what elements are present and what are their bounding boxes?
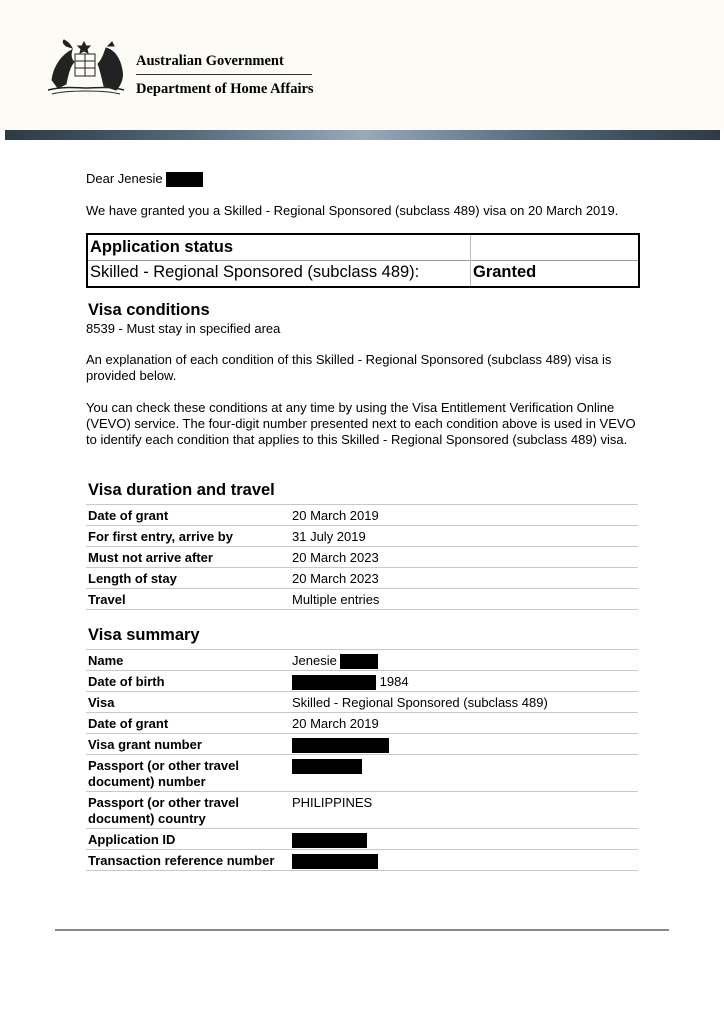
row-value: 20 March 2023 — [292, 571, 379, 586]
letterhead-divider — [136, 74, 312, 75]
redaction-box — [292, 675, 376, 690]
row-value — [292, 853, 378, 869]
row-value: PHILIPPINES — [292, 795, 373, 810]
table-row — [86, 791, 638, 828]
table-row — [86, 546, 638, 567]
row-value: Skilled - Regional Sponsored (subclass 489) — [292, 695, 548, 710]
row-value — [292, 674, 409, 690]
application-status-box — [86, 233, 640, 288]
grant-statement: We have granted you a Skilled - Regional Sponsored (subclass 489) visa on 20 March 2019. — [86, 203, 619, 218]
row-value — [292, 832, 367, 848]
row-value — [292, 653, 378, 669]
greeting — [86, 171, 638, 187]
birth-year: 1984 — [379, 674, 409, 689]
row-label: Must not arrive after — [88, 550, 213, 565]
row-value: 31 July 2019 — [292, 529, 366, 544]
row-value — [292, 758, 362, 774]
table-row — [86, 670, 638, 691]
visa-summary-title: Visa summary — [88, 626, 200, 644]
row-label: Date of grant — [88, 716, 169, 731]
table-row — [86, 504, 638, 525]
table-row — [86, 712, 638, 733]
redaction-box — [166, 172, 203, 187]
application-status-visa: Skilled - Regional Sponsored (subclass 489): — [90, 263, 420, 281]
row-value: Multiple entries — [292, 592, 380, 607]
visa-duration-table — [86, 504, 638, 610]
row-label: Travel — [88, 592, 126, 607]
row-label: Application ID — [88, 832, 176, 847]
department-name: Department of Home Affairs — [136, 81, 314, 97]
application-status-value: Granted — [473, 263, 537, 281]
visa-summary-table — [86, 649, 638, 871]
table-row — [86, 754, 638, 791]
visa-duration-title: Visa duration and travel — [88, 481, 275, 499]
redaction-box — [292, 833, 367, 848]
row-label: Length of stay — [88, 571, 177, 586]
row-value — [292, 737, 389, 753]
name-value: Jenesie — [292, 653, 337, 668]
visa-conditions-title: Visa conditions — [88, 301, 210, 319]
row-value: 20 March 2019 — [292, 508, 379, 523]
row-label: Visa grant number — [88, 737, 202, 752]
row-label: Transaction reference number — [88, 853, 275, 868]
vevo-note: You can check these conditions at any time by using the Visa Entitlement Verification Online (VEVO) service. The four-digit number presented next to each condition above is used in VEVO to identify each condition that applies to this Skilled - Regional Sponsored (subclass 489) visa. — [86, 400, 636, 447]
table-row — [86, 588, 638, 610]
redaction-box — [292, 738, 389, 753]
row-value: 20 March 2019 — [292, 716, 379, 731]
header-banner — [5, 130, 720, 140]
row-label: Passport (or other travel document) number — [88, 758, 239, 789]
letterhead — [0, 0, 724, 131]
table-row — [86, 828, 638, 849]
row-value: 20 March 2023 — [292, 550, 379, 565]
conditions-explanation: An explanation of each condition of this Skilled - Regional Sponsored (subclass 489) visa is provided below. — [86, 352, 612, 383]
row-label: Passport (or other travel document) country — [88, 795, 239, 826]
row-label: Name — [88, 653, 124, 668]
table-row — [86, 733, 638, 754]
row-label: Date of grant — [88, 508, 169, 523]
row-label: For first entry, arrive by — [88, 529, 233, 544]
table-row — [86, 525, 638, 546]
table-row — [86, 849, 638, 871]
visa-condition-item: 8539 - Must stay in specified area — [86, 321, 281, 336]
redaction-box — [340, 654, 378, 669]
table-row — [86, 691, 638, 712]
government-name: Australian Government — [136, 53, 284, 69]
redaction-box — [292, 759, 362, 774]
table-row — [86, 649, 638, 670]
row-label: Date of birth — [88, 674, 165, 689]
redaction-box — [292, 854, 378, 869]
table-row — [86, 567, 638, 588]
application-status-title: Application status — [90, 238, 234, 256]
coat-of-arms-icon — [44, 36, 128, 98]
greeting-text: Dear Jenesie — [86, 171, 163, 186]
row-label: Visa — [88, 695, 115, 710]
footer-divider — [55, 929, 669, 931]
